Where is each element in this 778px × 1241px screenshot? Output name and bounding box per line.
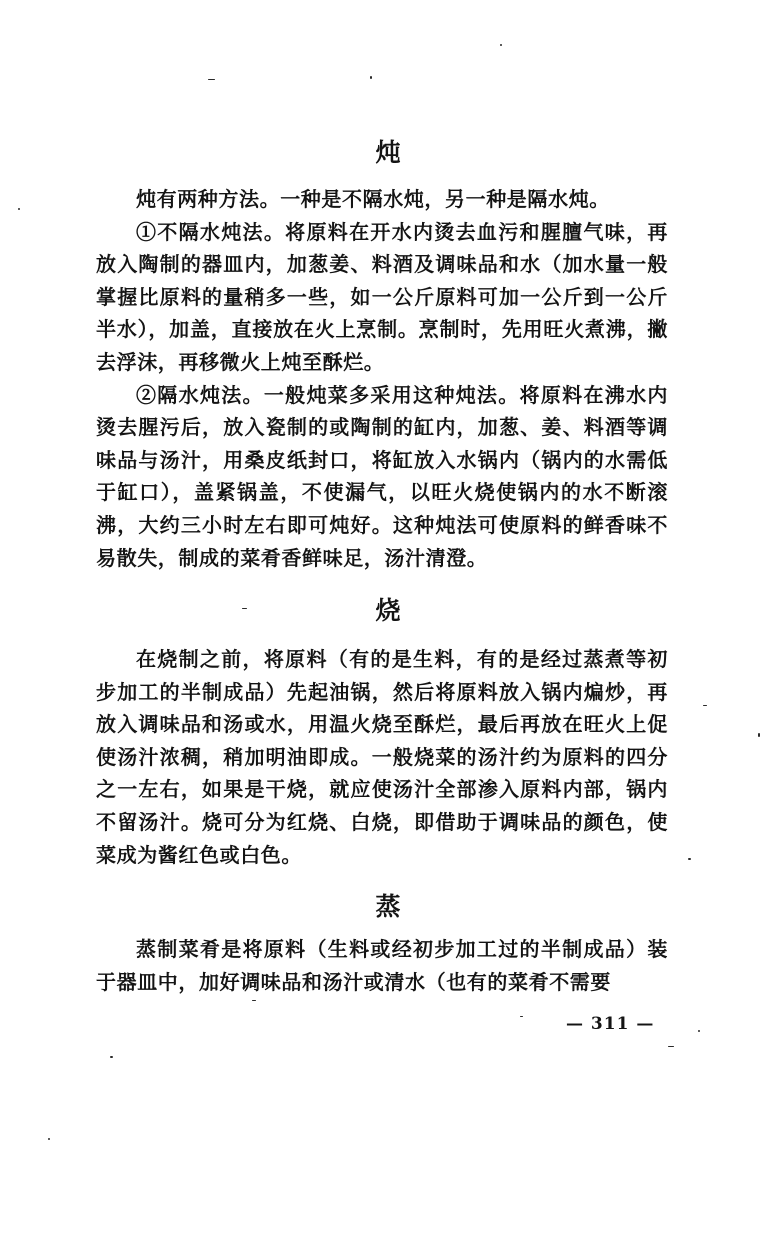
paragraph: 在烧制之前，将原料（有的是生料，有的是经过蒸煮等初步加工的半制成品）先起油锅，然后将原料放入锅内煸炒，再放入调味品和汤或水，用温火烧至酥烂，最后再放在旺火上促使汤汁浓稠，稍加明油即成。一般烧菜的汤汁约为原料的四分之一左右，如果是干烧，就应使汤汁全部渗入原料内部，锅内不留汤汁。烧可分为红烧、白烧，即借助于调味品的颜色，使菜成为酱红色或白色。: [96, 647, 668, 867]
paragraph: ①不隔水炖法。将原料在开水内烫去血污和腥膻气味，再放入陶制的器皿内，加葱姜、料酒及调味品和水（加水量一般掌握比原料的量稍多一些，如一公斤原料可加一公斤到一公斤半水），加盖，直接放在火上烹制。烹制时，先用旺火煮沸，撇去浮沫，再移微火上炖至酥烂。: [96, 219, 668, 374]
scan-speck: [110, 1056, 113, 1058]
paragraph: 炖有两种方法。一种是不隔水炖，另一种是隔水炖。: [136, 187, 610, 211]
scan-speck: [242, 608, 247, 609]
scan-speck: [758, 733, 760, 737]
scan-speck: [18, 208, 20, 210]
paragraph: ②隔水炖法。一般炖菜多采用这种炖法。将原料在沸水内烫去腥污后，放入瓷制的或陶制的缸内，加葱、姜、料酒等调味品与汤汁，用桑皮纸封口，将缸放入水锅内（锅内的水需低于缸口），盖紧锅盖，不使漏气，以旺火烧使锅内的水不断滚沸，大约三小时左右即可炖好。这种炖法可使原料的鲜香味不易散失，制成的菜肴香鲜味足，汤汁清澄。: [96, 382, 668, 570]
paragraph: 蒸制菜肴是将原料（生料或经初步加工过的半制成品）装于器皿中，加好调味品和汤汁或清水（也有的菜肴不需要: [96, 937, 668, 994]
section-title-shao: 烧: [375, 596, 403, 625]
scan-speck: [500, 44, 502, 46]
section-body-dun: [96, 183, 668, 574]
scan-speck: [370, 76, 372, 79]
scan-speck: [208, 79, 215, 80]
scan-speck: [252, 1000, 256, 1001]
section-title-zheng: 蒸: [375, 892, 403, 921]
scan-speck: [48, 1138, 50, 1140]
page-number: — 311 —: [566, 1014, 655, 1034]
scan-speck: [668, 1046, 674, 1047]
scan-speck: [520, 1016, 523, 1017]
scan-speck: [698, 1030, 700, 1032]
section-title-dun: 炖: [375, 138, 403, 167]
scan-speck: [703, 705, 707, 706]
section-body-shao: [96, 643, 668, 871]
section-body-zheng: [96, 933, 668, 998]
scan-speck: [688, 858, 691, 860]
